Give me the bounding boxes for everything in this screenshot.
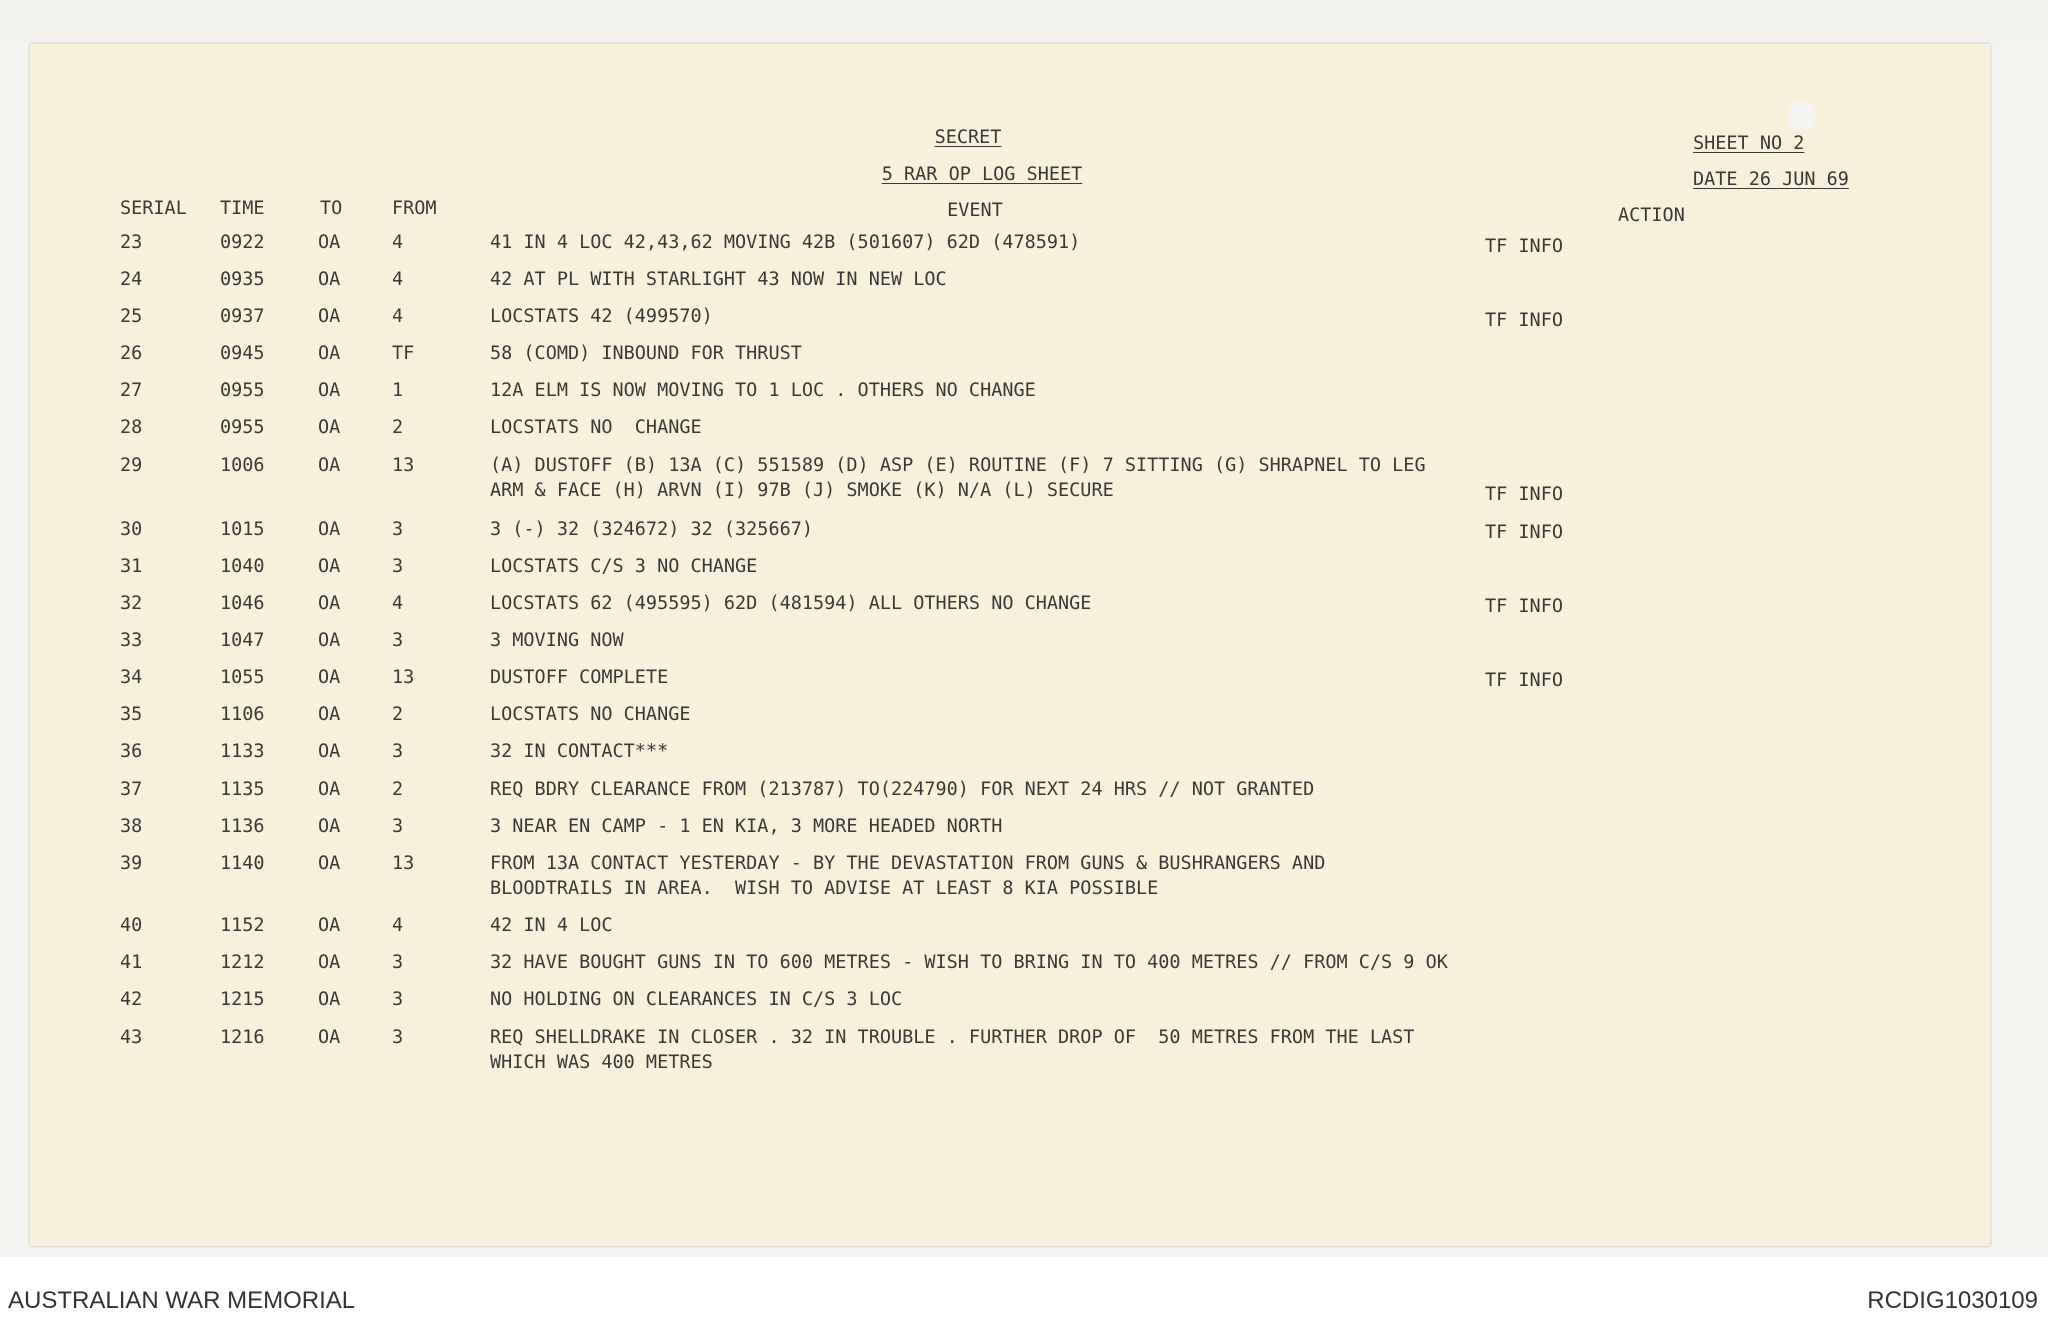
row-serial: 38 — [120, 816, 143, 837]
row-time: 0922 — [220, 232, 265, 253]
row-from: 2 — [392, 704, 404, 725]
row-event-line: REQ SHELLDRAKE IN CLOSER . 32 IN TROUBLE . FURTHER DROP OF 50 METRES FROM THE LAST — [490, 1027, 1415, 1048]
row-serial: 31 — [120, 556, 143, 577]
row-time: 1015 — [220, 519, 265, 540]
log-sheet-paper — [30, 44, 1990, 1246]
row-time: 1106 — [220, 704, 265, 725]
row-serial: 35 — [120, 704, 143, 725]
row-from: 3 — [392, 816, 404, 837]
row-serial: 25 — [120, 306, 143, 327]
row-to: OA — [318, 779, 341, 800]
row-to: OA — [318, 915, 341, 936]
row-to: OA — [318, 952, 341, 973]
row-serial: 37 — [120, 779, 143, 800]
row-time: 1133 — [220, 741, 265, 762]
row-time: 1047 — [220, 630, 265, 651]
row-event-line: LOCSTATS NO CHANGE — [490, 704, 691, 725]
row-serial: 43 — [120, 1027, 143, 1048]
row-from: 3 — [392, 952, 404, 973]
row-serial: 40 — [120, 915, 143, 936]
row-from: 3 — [392, 989, 404, 1010]
row-action: TF INFO — [1485, 522, 1563, 543]
row-from: 4 — [392, 593, 404, 614]
row-serial: 26 — [120, 343, 143, 364]
column-header-to: TO — [320, 198, 343, 219]
row-event-line: LOCSTATS C/S 3 NO CHANGE — [490, 556, 758, 577]
row-time: 1136 — [220, 816, 265, 837]
row-event-line: ARM & FACE (H) ARVN (I) 97B (J) SMOKE (K) N/A (L) SECURE — [490, 480, 1114, 501]
row-time: 0937 — [220, 306, 265, 327]
sheet-date: DATE 26 JUN 69 — [1693, 169, 1849, 190]
row-to: OA — [318, 269, 341, 290]
row-serial: 36 — [120, 741, 143, 762]
row-serial: 29 — [120, 455, 143, 476]
row-from: 4 — [392, 306, 404, 327]
row-serial: 28 — [120, 417, 143, 438]
row-to: OA — [318, 343, 341, 364]
row-event-line: REQ BDRY CLEARANCE FROM (213787) TO(224790) FOR NEXT 24 HRS // NOT GRANTED — [490, 779, 1315, 800]
row-serial: 42 — [120, 989, 143, 1010]
scan-top-margin — [0, 0, 2048, 44]
row-to: OA — [318, 704, 341, 725]
row-to: OA — [318, 667, 341, 688]
row-to: OA — [318, 519, 341, 540]
row-from: 1 — [392, 380, 404, 401]
row-from: TF — [392, 343, 415, 364]
row-from: 3 — [392, 741, 404, 762]
column-header-serial: SERIAL — [120, 198, 187, 219]
row-action: TF INFO — [1485, 484, 1563, 505]
punch-hole — [1787, 101, 1817, 131]
column-header-from: FROM — [392, 198, 437, 219]
row-time: 1055 — [220, 667, 265, 688]
row-event-line: BLOODTRAILS IN AREA. WISH TO ADVISE AT LEAST 8 KIA POSSIBLE — [490, 878, 1159, 899]
row-serial: 33 — [120, 630, 143, 651]
row-event-line: LOCSTATS 62 (495595) 62D (481594) ALL OTHERS NO CHANGE — [490, 593, 1092, 614]
row-event-line: 42 IN 4 LOC — [490, 915, 613, 936]
row-serial: 32 — [120, 593, 143, 614]
row-time: 1152 — [220, 915, 265, 936]
row-to: OA — [318, 380, 341, 401]
archive-name: AUSTRALIAN WAR MEMORIAL — [8, 1287, 356, 1314]
row-from: 4 — [392, 269, 404, 290]
row-time: 0945 — [220, 343, 265, 364]
row-action: TF INFO — [1485, 596, 1563, 617]
row-time: 1212 — [220, 952, 265, 973]
row-to: OA — [318, 232, 341, 253]
row-event-line: WHICH WAS 400 METRES — [490, 1052, 713, 1073]
row-event-line: 42 AT PL WITH STARLIGHT 43 NOW IN NEW LOC — [490, 269, 947, 290]
row-serial: 23 — [120, 232, 143, 253]
row-serial: 24 — [120, 269, 143, 290]
row-to: OA — [318, 306, 341, 327]
row-from: 4 — [392, 915, 404, 936]
row-action: TF INFO — [1485, 670, 1563, 691]
row-serial: 34 — [120, 667, 143, 688]
row-event-line: NO HOLDING ON CLEARANCES IN C/S 3 LOC — [490, 989, 903, 1010]
row-time: 1135 — [220, 779, 265, 800]
row-event-line: 3 MOVING NOW — [490, 630, 624, 651]
row-serial: 27 — [120, 380, 143, 401]
row-time: 1046 — [220, 593, 265, 614]
row-to: OA — [318, 455, 341, 476]
row-from: 3 — [392, 630, 404, 651]
row-to: OA — [318, 556, 341, 577]
row-to: OA — [318, 816, 341, 837]
row-time: 1216 — [220, 1027, 265, 1048]
row-event-line: FROM 13A CONTACT YESTERDAY - BY THE DEVASTATION FROM GUNS & BUSHRANGERS AND — [490, 853, 1326, 874]
row-serial: 41 — [120, 952, 143, 973]
column-header-time: TIME — [220, 198, 265, 219]
row-event-line: 32 HAVE BOUGHT GUNS IN TO 600 METRES - WISH TO BRING IN TO 400 METRES // FROM C/S 9 OK — [490, 952, 1448, 973]
row-from: 4 — [392, 232, 404, 253]
row-action: TF INFO — [1485, 236, 1563, 257]
row-event-line: DUSTOFF COMPLETE — [490, 667, 669, 688]
row-from: 13 — [392, 853, 415, 874]
row-event-line: 58 (COMD) INBOUND FOR THRUST — [490, 343, 802, 364]
row-to: OA — [318, 989, 341, 1010]
row-time: 0935 — [220, 269, 265, 290]
row-serial: 39 — [120, 853, 143, 874]
row-from: 3 — [392, 1027, 404, 1048]
row-event-line: 3 NEAR EN CAMP - 1 EN KIA, 3 MORE HEADED NORTH — [490, 816, 1003, 837]
row-to: OA — [318, 630, 341, 651]
row-event-line: 12A ELM IS NOW MOVING TO 1 LOC . OTHERS NO CHANGE — [490, 380, 1036, 401]
log-sheet-title: 5 RAR OP LOG SHEET — [881, 164, 1083, 185]
column-header-action: ACTION — [1618, 205, 1685, 226]
row-to: OA — [318, 593, 341, 614]
row-to: OA — [318, 741, 341, 762]
row-event-line: LOCSTATS NO CHANGE — [490, 417, 702, 438]
column-header-event: EVENT — [947, 200, 1003, 221]
row-from: 3 — [392, 556, 404, 577]
row-event-line: 32 IN CONTACT*** — [490, 741, 669, 762]
row-event-line: (A) DUSTOFF (B) 13A (C) 551589 (D) ASP (E) ROUTINE (F) 7 SITTING (G) SHRAPNEL TO LEG — [490, 455, 1426, 476]
row-time: 1140 — [220, 853, 265, 874]
row-to: OA — [318, 417, 341, 438]
row-time: 1215 — [220, 989, 265, 1010]
row-action: TF INFO — [1485, 310, 1563, 331]
classification-heading: SECRET — [934, 127, 1002, 148]
row-serial: 30 — [120, 519, 143, 540]
row-to: OA — [318, 853, 341, 874]
row-time: 1040 — [220, 556, 265, 577]
row-event-line: LOCSTATS 42 (499570) — [490, 306, 713, 327]
row-to: OA — [318, 1027, 341, 1048]
sheet-number: SHEET NO 2 — [1693, 133, 1805, 154]
row-from: 3 — [392, 519, 404, 540]
row-time: 0955 — [220, 417, 265, 438]
archive-footer — [0, 1257, 2048, 1337]
row-from: 2 — [392, 779, 404, 800]
row-from: 13 — [392, 455, 415, 476]
record-id: RCDIG1030109 — [1867, 1287, 2038, 1314]
row-from: 2 — [392, 417, 404, 438]
row-time: 0955 — [220, 380, 265, 401]
row-event-line: 41 IN 4 LOC 42,43,62 MOVING 42B (501607) 62D (478591) — [490, 232, 1081, 253]
row-time: 1006 — [220, 455, 265, 476]
row-from: 13 — [392, 667, 415, 688]
row-event-line: 3 (-) 32 (324672) 32 (325667) — [490, 519, 814, 540]
